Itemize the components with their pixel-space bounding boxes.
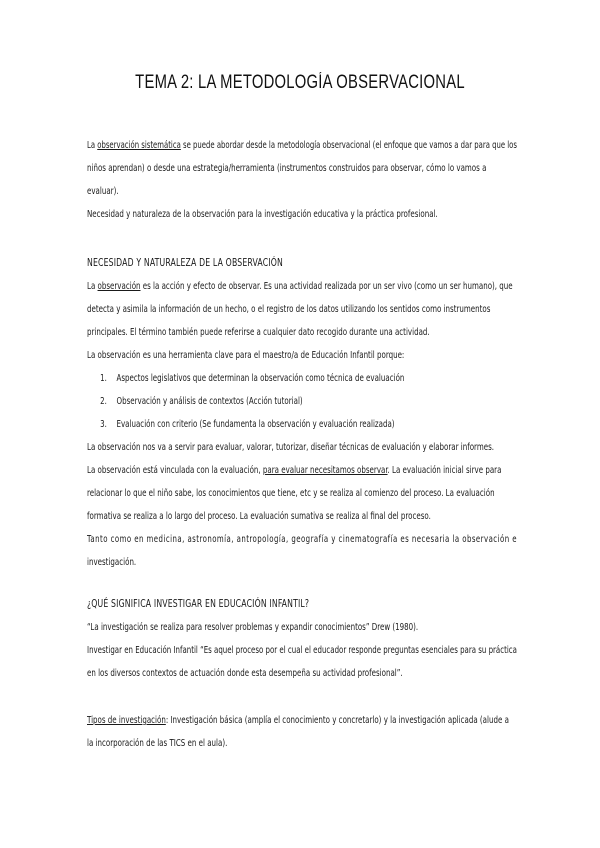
- section-heading-investigar: ¿QUÉ SIGNIFICA INVESTIGAR EN EDUCACIÓN INFANTIL?: [87, 598, 310, 610]
- s1-line-2: detecta y asimila la información de un hecho, o el registro de los datos utilizando los sentidos como instrumentos: [87, 304, 491, 315]
- s2-line-2: Investigar en Educación Infantil “Es aquel proceso por el cual el educador responde preguntas esenciales para su práctica: [87, 645, 517, 656]
- section-heading-necesidad: NECESIDAD Y NATURALEZA DE LA OBSERVACIÓN: [87, 257, 283, 269]
- phrase-evaluar-observar: para evaluar necesitamos observar: [262, 465, 388, 476]
- s2-line-1: “La investigación se realiza para resolver problemas y expandir conocimientos” Drew (1980).: [87, 622, 419, 633]
- types-line-1: Tipos de investigación: Investigación básica (amplía el conocimiento y concretarlo) y la investigación aplicada (alude a: [87, 715, 509, 726]
- types-block: [87, 709, 517, 755]
- term-tipos-investigacion: Tipos de investigación: [87, 715, 166, 726]
- s1-line-10: investigación.: [87, 557, 137, 568]
- list-item: 1. Aspectos legislativos que determinan la observación como técnica de evaluación: [100, 373, 405, 384]
- s1-line-8: formativa se realiza a lo largo del proceso. La evaluación sumativa se realiza al final del proceso.: [87, 511, 431, 522]
- section-necesidad: [87, 252, 517, 574]
- intro-line-1: La observación sistemática se puede abordar desde la metodología observacional (el enfoque que vamos a dar para que los: [87, 140, 517, 151]
- s1-line-4: La observación es una herramienta clave para el maestro/a de Educación Infantil porque:: [87, 350, 405, 361]
- term-observacion: observación: [97, 281, 141, 292]
- s1-line-6: La observación está vinculada con la evaluación, para evaluar necesitamos observar. La evaluación inicial sirve para: [87, 465, 502, 476]
- intro-line-3: evaluar).: [87, 186, 119, 197]
- intro-line-4: Necesidad y naturaleza de la observación para la investigación educativa y la práctica profesional.: [87, 209, 438, 220]
- types-line-2: la incorporación de las TICS en el aula).: [87, 738, 228, 749]
- s1-line-5: La observación nos va a servir para evaluar, valorar, tutorizar, diseñar técnicas de evaluación y elaborar informes.: [87, 442, 495, 453]
- section-investigar: [87, 593, 517, 685]
- s2-line-3: en los diversos contextos de actuación donde esta desempeña su actividad profesional”.: [87, 668, 403, 679]
- s1-line-3: principales. El término también puede referirse a cualquier dato recogido durante una actividad.: [87, 327, 430, 338]
- list-item: 3. Evaluación con criterio (Se fundamenta la observación y evaluación realizada): [100, 419, 395, 430]
- s1-line-1: La observación es la acción y efecto de observar. Es una actividad realizada por un ser vivo (como un ser humano), que: [87, 281, 513, 292]
- term-observacion-sistematica: observación sistemática: [97, 140, 181, 151]
- intro-block: [87, 134, 517, 226]
- s1-line-9: Tanto como en medicina, astronomía, antropología, geografía y cinematografía es necesaria la observación e: [87, 534, 517, 545]
- s1-line-7: relacionar lo que el niño sabe, los conocimientos que tiene, etc y se realiza al comienzo del proceso. La evaluación: [87, 488, 495, 499]
- intro-line-2: niños aprendan) o desde una estrategia/herramienta (instrumentos construidos para observar, cómo lo vamos a: [87, 163, 487, 174]
- page-title: TEMA 2: LA METODOLOGÍA OBSERVACIONAL: [135, 72, 465, 93]
- list-item: 2. Observación y análisis de contextos (Acción tutorial): [100, 396, 303, 407]
